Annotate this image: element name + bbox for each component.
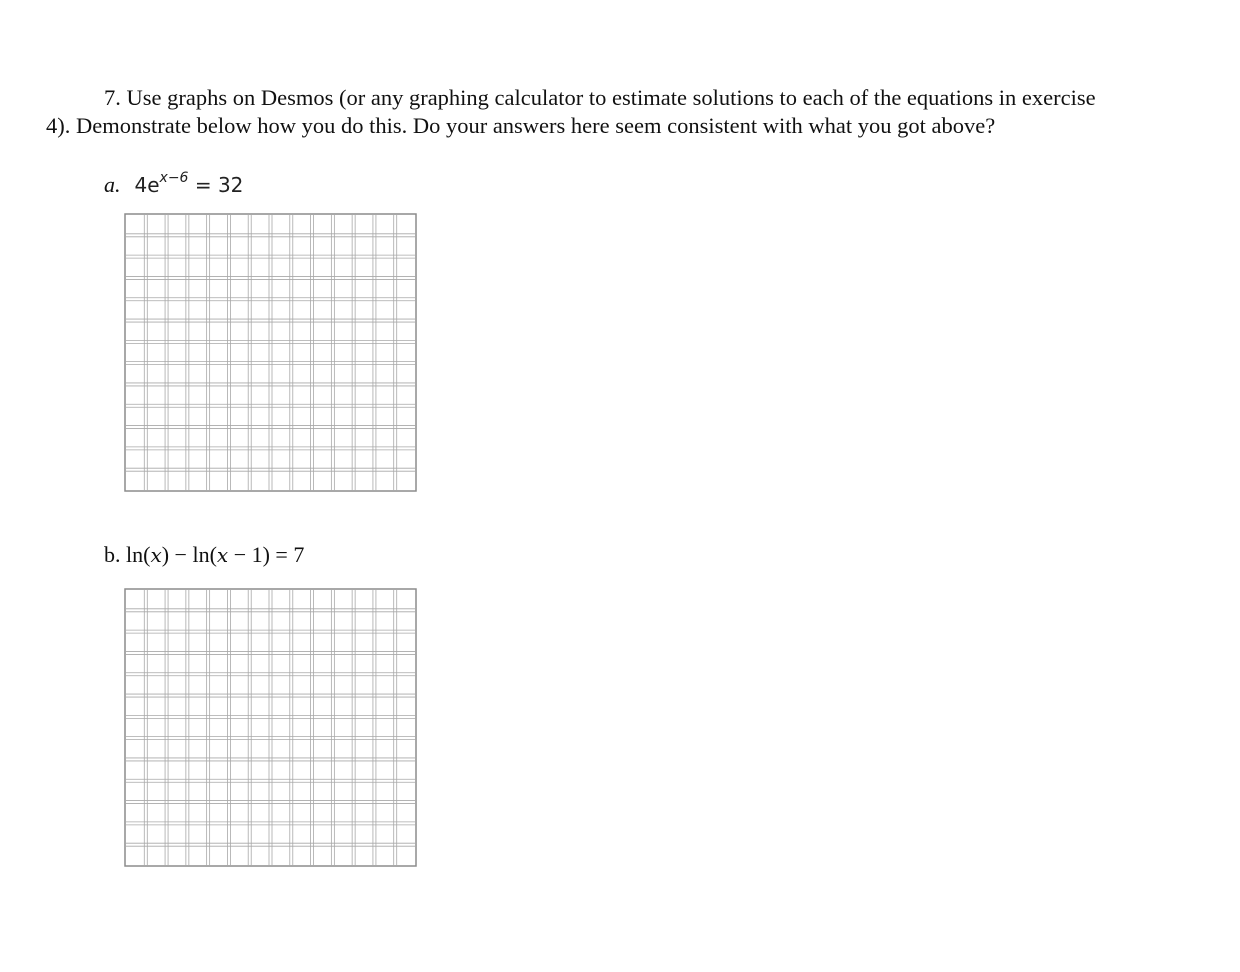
exercise-prompt-line-2: 4). Demonstrate below how you do this. Do your answers here seem consistent with what you got above?: [46, 113, 996, 138]
graph-grid-b[interactable]: [124, 588, 417, 867]
part-a-rhs: = 32: [188, 172, 244, 197]
exercise-prompt-line-1: 7. Use graphs on Desmos (or any graphing calculator to estimate solutions to each of the equations in exercise: [104, 85, 1096, 110]
part-a-coefficient: 4e: [134, 172, 160, 197]
part-b-tail: − 1) = 7: [228, 542, 305, 567]
grid-b-border: [125, 589, 416, 866]
part-a-letter: a.: [104, 171, 121, 197]
part-b-equation: [104, 541, 304, 569]
graph-grid-b-svg: [124, 588, 417, 867]
part-a-equation: [104, 166, 243, 199]
grid-a-border: [125, 214, 416, 491]
graph-grid-a-svg: [124, 213, 417, 492]
part-b-ln-1: ln(: [120, 542, 151, 567]
part-b-mid: ) − ln(: [161, 542, 217, 567]
part-a-exponent: x−6: [159, 170, 189, 186]
part-b-var-2: x: [216, 543, 229, 567]
graph-grid-a[interactable]: [124, 213, 417, 492]
exercise-prompt: [46, 84, 1216, 140]
part-b-var-1: x: [150, 543, 162, 567]
part-b-letter: b.: [104, 542, 121, 567]
